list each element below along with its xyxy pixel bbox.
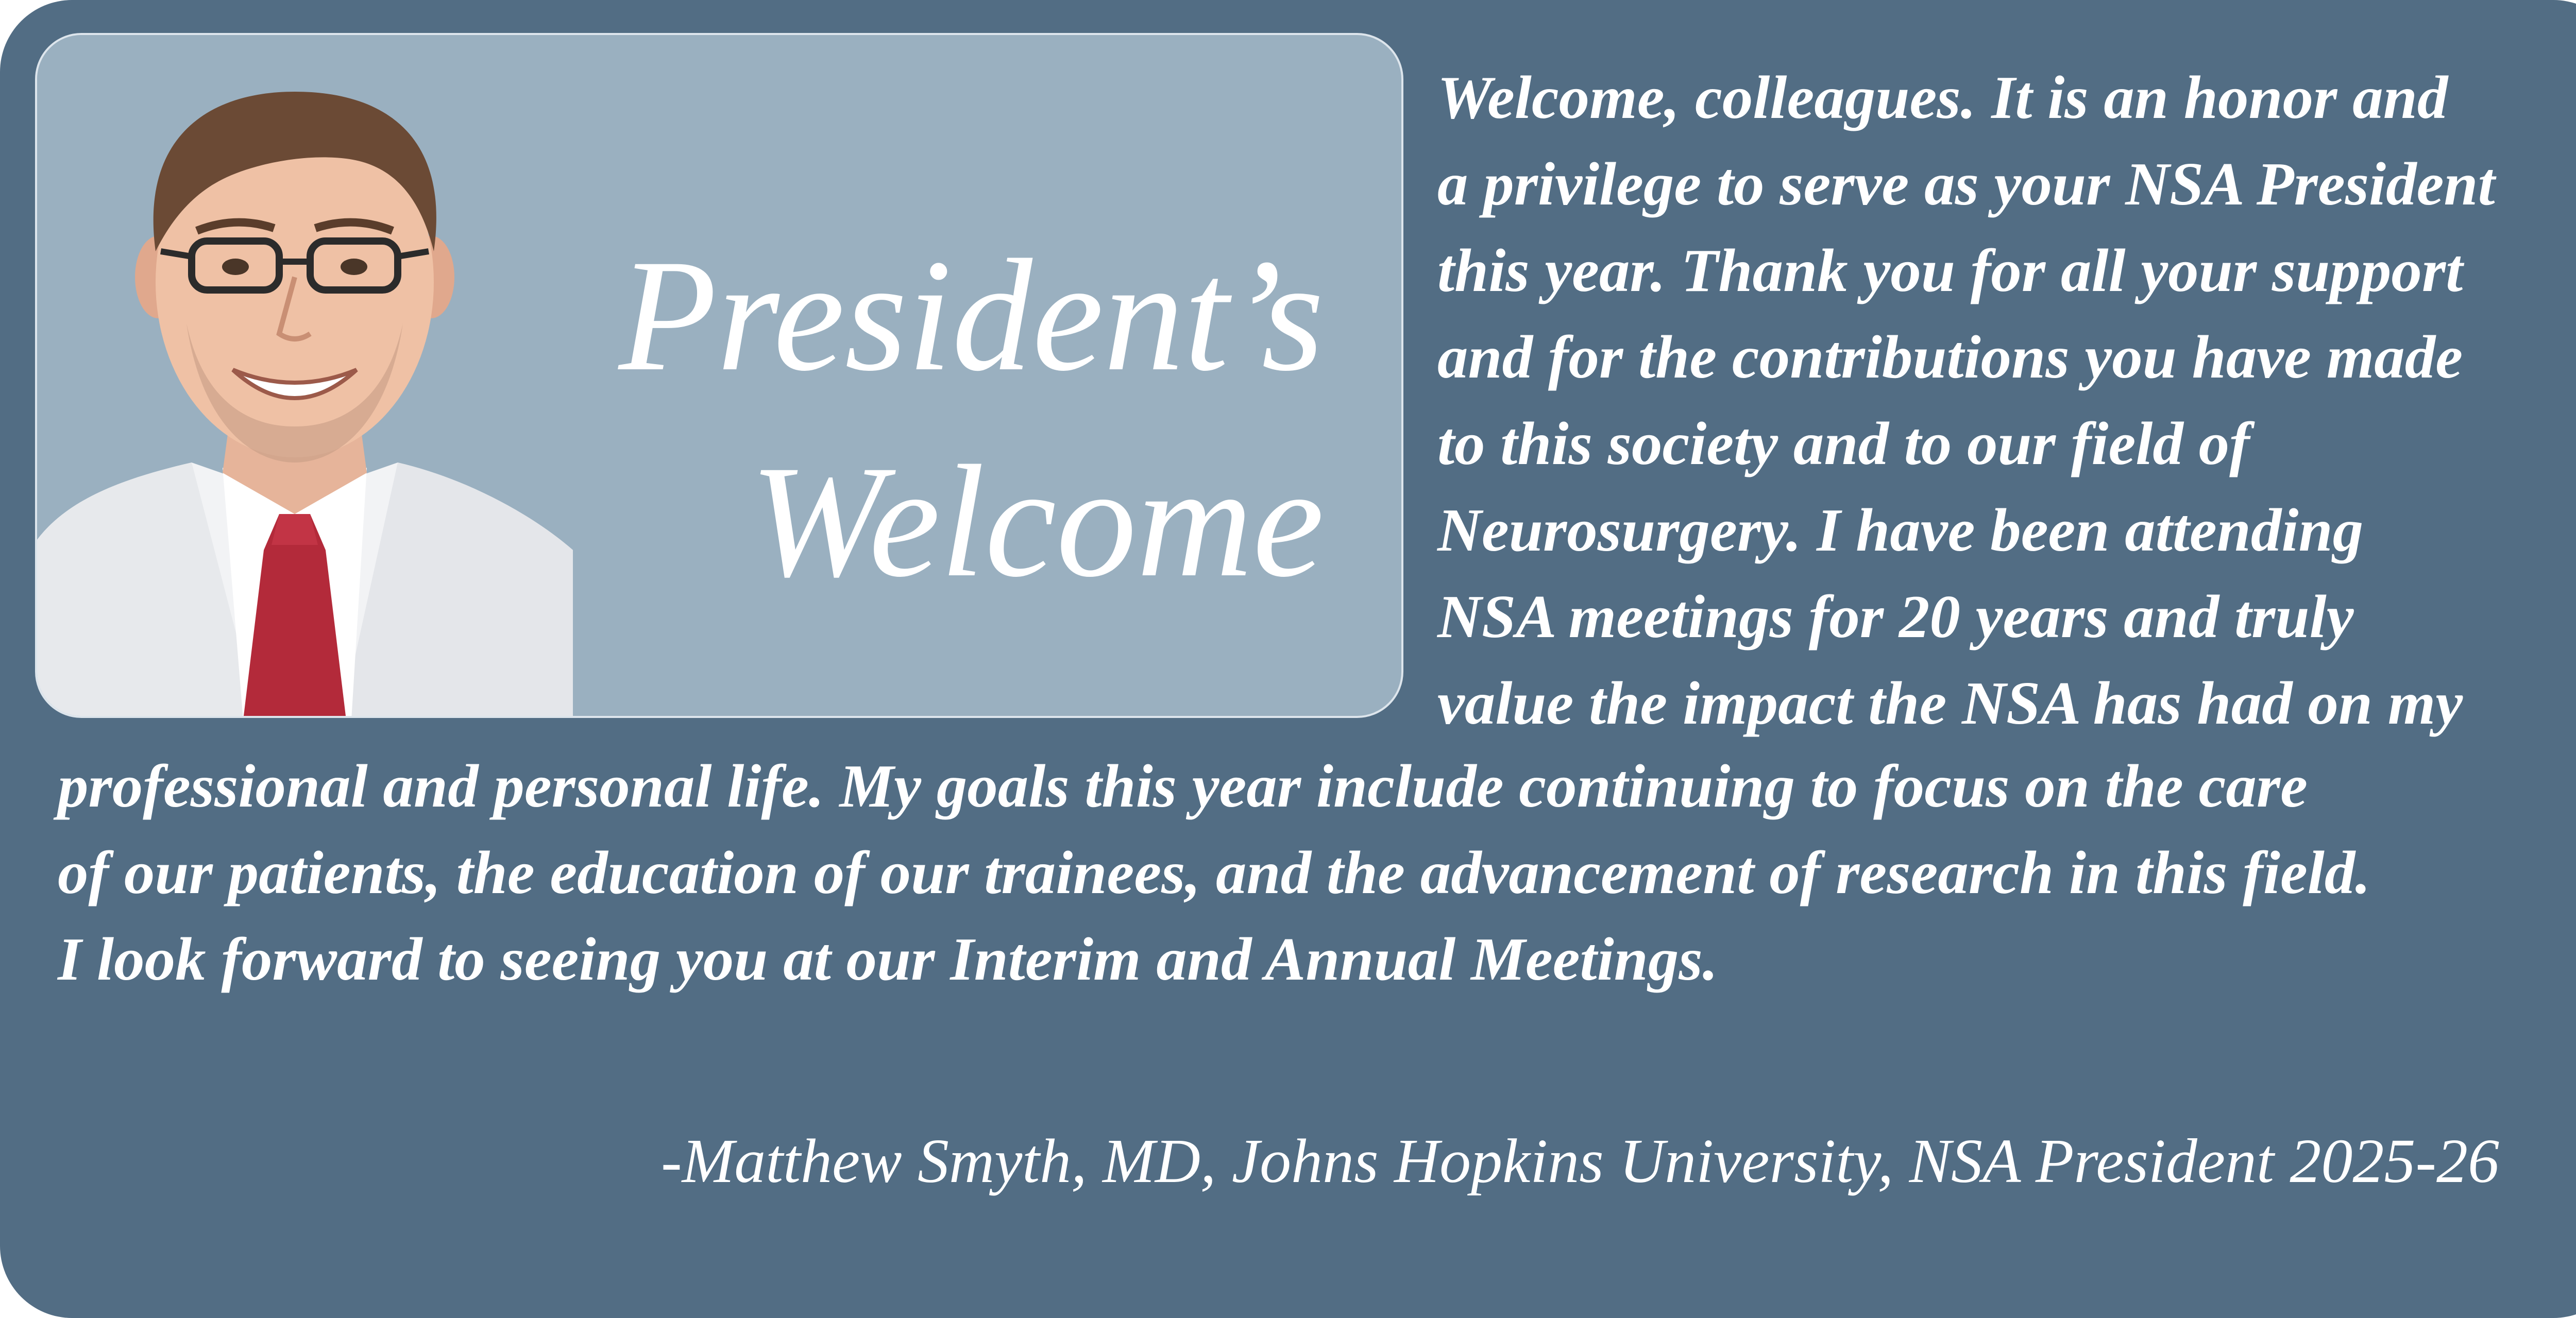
welcome-message-column [1437,54,2495,746]
message-line: and for the contributions you have made [1437,323,2463,391]
title-line-presidents: President’s [618,227,1324,404]
president-portrait [37,35,573,718]
message-line: value the impact the NSA has had on my [1437,669,2463,737]
message-line: NSA meetings for 20 years and truly [1437,583,2354,651]
page-title [619,213,1324,625]
message-line: a privilege to serve as your NSA President [1437,150,2495,218]
message-line: Neurosurgery. I have been attending [1437,496,2364,564]
message-line: I look forward to seeing you at our Interim and Annual Meetings. [58,925,1718,993]
message-line: this year. Thank you for all your support [1437,236,2463,304]
title-line-welcome: Welcome [750,433,1324,610]
signature: -Matthew Smyth, MD, Johns Hopkins University, NSA President 2025-26 [660,1126,2499,1196]
header-panel [35,33,1403,718]
message-line: of our patients, the education of our trainees, and the advancement of research in this field. [58,838,2371,906]
message-line: professional and personal life. My goals this year include continuing to focus on the care [58,752,2308,820]
message-line: to this society and to our field of [1437,409,2250,477]
welcome-message-full-width [58,743,2370,1002]
message-line: Welcome, colleagues. It is an honor and [1437,63,2448,131]
